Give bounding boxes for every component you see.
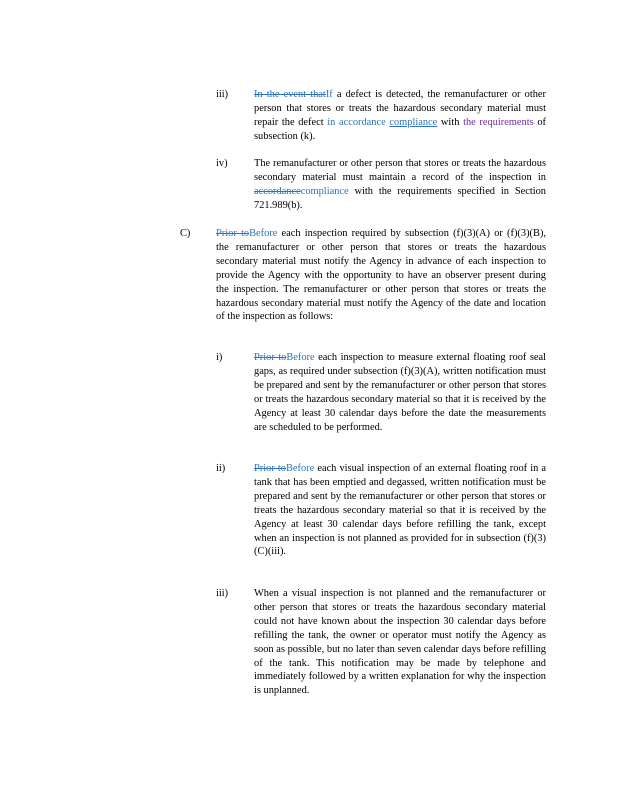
body-text: a defect is detected, the remanufacturer or other person that stores or treats the hazardous secondary material must repair the defect [254,89,546,128]
inserted-text: If [325,89,333,100]
item-body [254,351,546,434]
inserted-text: Before [285,463,315,474]
body-text: The remanufacturer or other person that stores or treats the hazardous secondary material must maintain a record of the inspection in [254,158,546,183]
inserted-text: compliance [300,185,349,197]
deleted-text: Prior to [254,352,287,363]
body-text: each inspection to measure external floating roof seal gaps, as required under subsection (f)(3)(A), written notification must be prepared and sent by the remanufacturer or other person that stores or treats the hazardous secondary material so that it is received by the Agency at least 30 calendar days before the date the measurements are scheduled to be performed. [254,352,546,433]
body-text: with the requirements specified in Section 721.989(b). [254,185,546,211]
body-text: When a visual inspection is not planned and the remanufacturer or other person that stores or treats the hazardous secondary material could not have known about the inspection 30 calendar days before refilling the tank, the owner or operator must notify the Agency as soon as possible, but no later than seven calendar days before refilling of the tank. This notification may be made by telephone and immediately followed by a written explanation for why the inspection is unplanned. [254,588,546,697]
item-body [254,587,546,698]
item-body [254,88,546,144]
body-text: each inspection required by subsection (f)(3)(A) or (f)(3)(B), the remanufacturer or other person that stores or treats the hazardous secondary material must notify the Agency in advance of each inspection to provide the Agency with the opportunity to have an observer present during the inspection. The remanufacturer or other person that stores or treats the hazardous secondary material must notify the Agency of the date and location of the inspection as follows: [216,228,546,323]
item-marker: i) [216,352,223,363]
body-text: of subsection (k). [254,116,546,142]
deleted-text: Prior to [254,463,286,474]
item-marker: iii) [216,89,229,100]
deleted-text: accordance [254,185,301,197]
inserted-text: Before [286,352,315,363]
item-body [216,227,546,324]
inserted-text: the requirements [463,116,534,128]
item-body [254,157,546,213]
item-marker: iv) [216,158,228,169]
inserted-text: Before [249,228,278,239]
deleted-text: In the event that [254,89,326,100]
item-marker: C) [180,228,191,239]
deleted-text: Prior to [216,228,250,239]
body-text: each visual inspection of an external floating roof in a tank that has been emptied and degassed, written notification must be prepared and sent by the remanufacturer or other person that stores or treats the hazardous secondary material so that it is received by the Agency at least 30 calendar days before refilling the tank, except when an inspection is not planned as provided for in subsection (f)(3)(C)(iii). [254,463,546,558]
item-marker: iii) [216,588,229,599]
item-marker: ii) [216,463,226,474]
inserted-text: in accordance [327,116,386,128]
body-text: with [440,116,460,128]
inserted-text: compliance [389,116,438,128]
item-body [254,462,546,559]
